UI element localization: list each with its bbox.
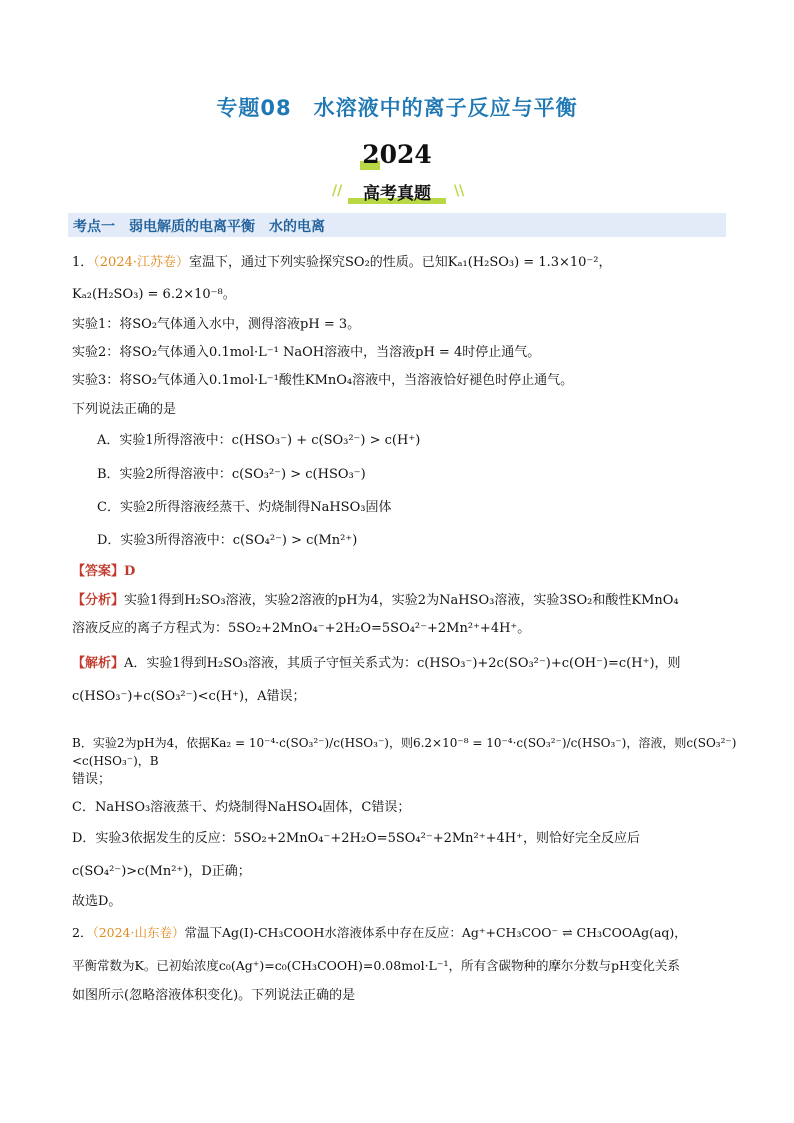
- q1-explain-c: C．NaHSO₃溶液蒸干、灼烧制得NaHSO₄固体，C错误；: [72, 800, 411, 815]
- q1-option-d: D．实验3所得溶液中：c(SO₄²⁻) > c(Mn²⁺): [97, 533, 358, 548]
- answer-value: D: [124, 564, 136, 579]
- explain-a-text1: A．实验1得到H₂SO₃溶液，其质子守恒关系式为：c(HSO₃⁻)+2c(SO₃²⁻)+c(OH⁻)=c(H⁺)，则: [124, 656, 681, 671]
- analysis-text1: 实验1得到H₂SO₃溶液，实验2溶液的pH为4，实验2为NaHSO₃溶液，实验3SO₂和酸性KMnO₄: [124, 593, 679, 608]
- q1-explain-a1: [72, 655, 681, 673]
- q1-question: 下列说法正确的是: [72, 402, 177, 417]
- q1-explain-d1: D．实验3依据发生的反应：5SO₂+2MnO₄⁻+2H₂O=5SO₄²⁻+2Mn²⁺+4H⁺，则恰好完全反应后: [72, 831, 640, 846]
- q1-experiment-1: 实验1：将SO₂气体通入水中，测得溶液pH = 3。: [72, 317, 361, 332]
- q1-answer: [72, 563, 135, 581]
- q1-explain-b1: B．实验2为pH为4，依据Ka₂ = 10⁻⁴·c(SO₃²⁻)/c(HSO₃⁻)，则6.2×10⁻⁸ = 10⁻⁴·c(SO₃²⁻)/c(HSO₃⁻)，溶液，则c(SO₃²⁻)<c(HSO₃⁻)，B: [72, 736, 737, 768]
- q1-explain-d2: c(SO₄²⁻)>c(Mn²⁺)，D正确；: [72, 864, 251, 879]
- q1-option-a: A．实验1所得溶液中：c(HSO₃⁻) + c(SO₃²⁻) > c(H⁺): [97, 433, 421, 448]
- section-title: 考点一 弱电解质的电离平衡 水的电离: [73, 219, 325, 235]
- q2-number: 2．: [72, 925, 93, 940]
- q1-stem-line1: [72, 254, 612, 272]
- analysis-tag: 【分析】: [72, 593, 125, 608]
- q1-experiment-2: 实验2：将SO₂气体通入0.1mol·L⁻¹ NaOH溶液中，当溶液pH = 4时停止通气。: [72, 345, 541, 360]
- q1-option-b: B．实验2所得溶液中：c(SO₃²⁻) > c(HSO₃⁻): [97, 467, 366, 482]
- banner: [332, 179, 465, 204]
- q2-stem3: 如图所示(忽略溶液体积变化)。下列说法正确的是: [72, 988, 356, 1003]
- q2-stem-line1: [72, 924, 687, 942]
- q1-stem1: 室温下，通过下列实验探究SO₂的性质。已知Kₐ₁(H₂SO₃) = 1.3×10⁻²，: [189, 255, 612, 270]
- q1-analysis-line2: 溶液反应的离子方程式为：5SO₂+2MnO₄⁻+2H₂O=5SO₄²⁻+2Mn²⁺+4H⁺。: [72, 621, 531, 636]
- q2-source: （2024·山东卷）: [92, 925, 185, 940]
- explain-tag: 【解析】: [72, 656, 125, 671]
- q2-stem2: 平衡常数为K。已初始浓度c₀(Ag⁺)=c₀(CH₃COOH)=0.08mol·L⁻¹，所有含碳物种的摩尔分数与pH变化关系: [72, 958, 680, 973]
- q2-stem1: 常温下Ag(Ⅰ)-CH₃COOH水溶液体系中存在反应：Ag⁺+CH₃COO⁻ ⇌ CH₃COOAg(aq)，: [184, 925, 687, 940]
- q1-number: 1．: [72, 255, 94, 270]
- banner-label: 高考真题: [363, 184, 431, 204]
- q1-analysis-line1: [72, 592, 679, 610]
- left-slash-decoration: //: [332, 183, 343, 199]
- page-title: 专题08 水溶液中的离子反应与平衡: [216, 96, 578, 120]
- year-heading: 2024: [362, 140, 432, 169]
- q1-option-c: C．实验2所得溶液经蒸干、灼烧制得NaHSO₃固体: [97, 500, 392, 515]
- q1-explain-b2: 错误；: [72, 772, 112, 787]
- q1-explain-a2: c(HSO₃⁻)+c(SO₃²⁻)<c(H⁺)，A错误；: [72, 689, 306, 704]
- q1-stem2: Kₐ₂(H₂SO₃) = 6.2×10⁻⁸。: [72, 287, 236, 302]
- q1-source: （2024·江苏卷）: [93, 255, 189, 270]
- right-slash-decoration: \\: [454, 183, 465, 199]
- q1-experiment-3: 实验3：将SO₂气体通入0.1mol·L⁻¹酸性KMnO₄溶液中，当溶液恰好褪色时停止通气。: [72, 373, 574, 388]
- answer-tag: 【答案】: [72, 564, 125, 579]
- section-header: [68, 213, 726, 237]
- q1-conclusion: 故选D。: [72, 894, 122, 909]
